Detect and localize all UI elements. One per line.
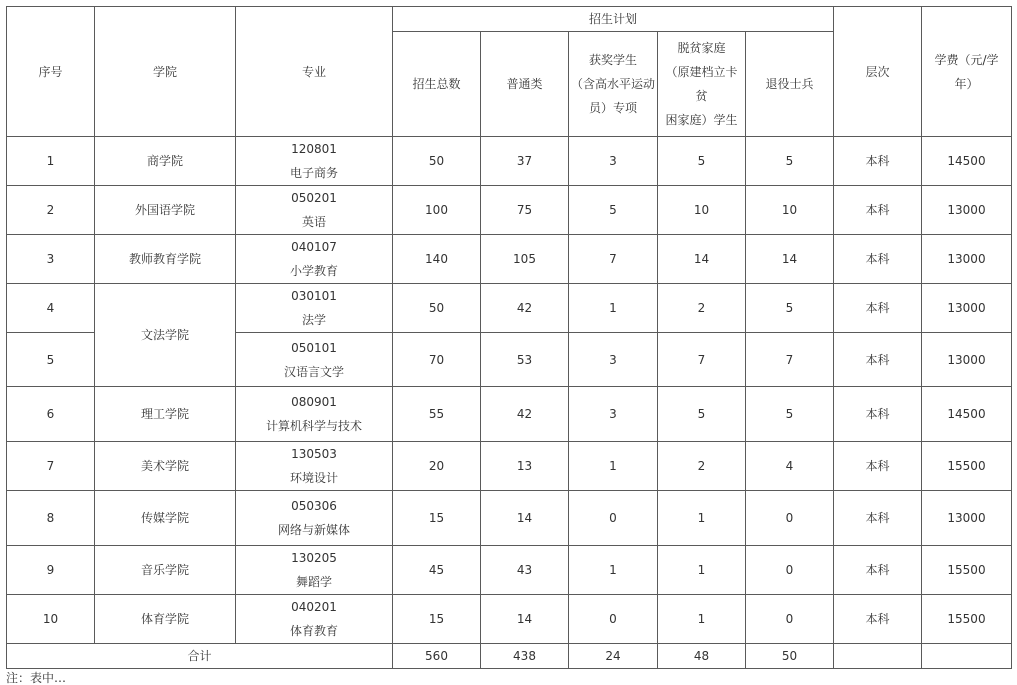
cell-total: 50	[393, 137, 481, 186]
cell-major	[236, 186, 393, 235]
cell-no: 9	[7, 546, 95, 595]
cell-general: 105	[481, 235, 569, 284]
cell-college: 商学院	[95, 137, 236, 186]
totals-total: 560	[393, 644, 481, 669]
cell-poverty: 2	[658, 284, 746, 333]
cell-fee: 14500	[922, 137, 1012, 186]
totals-level	[834, 644, 922, 669]
cell-veteran: 4	[746, 442, 834, 491]
major-code: 040201	[291, 600, 337, 614]
cell-award: 3	[569, 333, 658, 387]
cell-college: 美术学院	[95, 442, 236, 491]
cell-award: 0	[569, 491, 658, 546]
cell-total: 140	[393, 235, 481, 284]
table-row	[7, 595, 1012, 644]
cell-major	[236, 387, 393, 442]
cell-major	[236, 333, 393, 387]
cell-no: 10	[7, 595, 95, 644]
cell-fee: 15500	[922, 595, 1012, 644]
table-row	[7, 186, 1012, 235]
cell-level: 本科	[834, 595, 922, 644]
cell-veteran: 0	[746, 546, 834, 595]
cell-award: 1	[569, 442, 658, 491]
cell-no: 7	[7, 442, 95, 491]
cell-fee: 14500	[922, 387, 1012, 442]
header-poverty-line: （原建档立卡贫	[665, 65, 738, 103]
cell-poverty: 7	[658, 333, 746, 387]
cell-no: 8	[7, 491, 95, 546]
header-level: 层次	[834, 7, 922, 137]
major-name: 法学	[301, 313, 326, 327]
cell-level: 本科	[834, 137, 922, 186]
major-name: 网络与新媒体	[277, 523, 350, 537]
cell-major	[236, 442, 393, 491]
major-name: 环境设计	[289, 471, 338, 485]
totals-award: 24	[569, 644, 658, 669]
header-award	[569, 32, 658, 137]
cell-award: 7	[569, 235, 658, 284]
totals-fee	[922, 644, 1012, 669]
cell-general: 75	[481, 186, 569, 235]
cell-general: 43	[481, 546, 569, 595]
cell-total: 70	[393, 333, 481, 387]
totals-label: 合计	[7, 644, 393, 669]
major-code: 050306	[291, 499, 337, 513]
major-name: 汉语言文学	[283, 364, 344, 379]
cell-no: 1	[7, 137, 95, 186]
cell-level: 本科	[834, 235, 922, 284]
cell-major	[236, 595, 393, 644]
table-row	[7, 284, 1012, 333]
header-total: 招生总数	[393, 32, 481, 137]
table-row	[7, 235, 1012, 284]
table-row	[7, 137, 1012, 186]
cell-general: 13	[481, 442, 569, 491]
cell-fee: 13000	[922, 491, 1012, 546]
cell-no: 2	[7, 186, 95, 235]
header-plan-group: 招生计划	[393, 7, 834, 32]
cell-level: 本科	[834, 284, 922, 333]
totals-row	[7, 644, 1012, 669]
major-code: 050101	[291, 340, 337, 355]
totals-veteran: 50	[746, 644, 834, 669]
header-poverty-line: 脱贫家庭	[677, 41, 726, 55]
major-name: 体育教育	[289, 624, 338, 638]
cell-level: 本科	[834, 442, 922, 491]
cell-total: 15	[393, 595, 481, 644]
cell-major	[236, 491, 393, 546]
cell-veteran: 0	[746, 491, 834, 546]
cell-college: 音乐学院	[95, 546, 236, 595]
header-no: 序号	[7, 7, 95, 137]
cell-college: 文法学院	[95, 284, 236, 387]
cell-total: 15	[393, 491, 481, 546]
header-major: 专业	[236, 7, 393, 137]
cell-veteran: 0	[746, 595, 834, 644]
cell-no: 4	[7, 284, 95, 333]
cell-veteran: 7	[746, 333, 834, 387]
cell-total: 55	[393, 387, 481, 442]
major-code: 030101	[291, 289, 337, 303]
major-name: 电子商务	[289, 166, 338, 180]
major-code: 040107	[291, 240, 337, 254]
cell-veteran: 5	[746, 284, 834, 333]
cell-veteran: 10	[746, 186, 834, 235]
cell-major	[236, 235, 393, 284]
header-award-line: 员）专项	[588, 101, 637, 115]
cell-award: 5	[569, 186, 658, 235]
cell-poverty: 5	[658, 387, 746, 442]
header-college: 学院	[95, 7, 236, 137]
cell-award: 3	[569, 137, 658, 186]
cell-general: 14	[481, 491, 569, 546]
cell-total: 45	[393, 546, 481, 595]
cell-major	[236, 546, 393, 595]
cell-fee: 13000	[922, 235, 1012, 284]
table-row	[7, 491, 1012, 546]
cell-fee: 15500	[922, 546, 1012, 595]
cell-general: 53	[481, 333, 569, 387]
cell-poverty: 1	[658, 546, 746, 595]
major-code: 120801	[291, 142, 337, 156]
major-name: 英语	[301, 215, 326, 229]
major-code: 130205	[291, 551, 337, 565]
cell-veteran: 5	[746, 387, 834, 442]
header-award-line: 获奖学生	[588, 53, 637, 67]
cell-level: 本科	[834, 186, 922, 235]
cell-major	[236, 284, 393, 333]
cell-college: 理工学院	[95, 387, 236, 442]
cell-fee: 15500	[922, 442, 1012, 491]
cell-no: 6	[7, 387, 95, 442]
cell-college: 教师教育学院	[95, 235, 236, 284]
cell-level: 本科	[834, 491, 922, 546]
cell-fee: 13000	[922, 333, 1012, 387]
header-row-top	[7, 7, 1012, 32]
table-row	[7, 546, 1012, 595]
cell-college: 外国语学院	[95, 186, 236, 235]
cell-poverty: 1	[658, 595, 746, 644]
major-code: 050201	[291, 191, 337, 205]
cell-poverty: 14	[658, 235, 746, 284]
header-general: 普通类	[481, 32, 569, 137]
table-row	[7, 442, 1012, 491]
cell-poverty: 1	[658, 491, 746, 546]
cell-veteran: 14	[746, 235, 834, 284]
cell-poverty: 5	[658, 137, 746, 186]
cell-award: 3	[569, 387, 658, 442]
cell-general: 14	[481, 595, 569, 644]
header-fee	[922, 7, 1012, 137]
cell-fee: 13000	[922, 284, 1012, 333]
cell-poverty: 10	[658, 186, 746, 235]
table-row	[7, 387, 1012, 442]
cell-award: 0	[569, 595, 658, 644]
cell-college: 传媒学院	[95, 491, 236, 546]
cell-level: 本科	[834, 387, 922, 442]
major-name: 舞蹈学	[295, 575, 332, 589]
header-poverty	[658, 32, 746, 137]
cell-award: 1	[569, 284, 658, 333]
cell-poverty: 2	[658, 442, 746, 491]
cell-total: 20	[393, 442, 481, 491]
cell-award: 1	[569, 546, 658, 595]
footnote-cut-text: 注：表中…	[6, 671, 67, 685]
header-fee-line: 学费（元/学	[934, 52, 999, 67]
enrollment-plan-table	[6, 6, 1012, 669]
cell-no: 5	[7, 333, 95, 387]
cell-level: 本科	[834, 333, 922, 387]
cell-college: 体育学院	[95, 595, 236, 644]
cell-major	[236, 137, 393, 186]
major-code: 130503	[291, 447, 337, 461]
header-veteran: 退役士兵	[746, 32, 834, 137]
cell-general: 42	[481, 284, 569, 333]
major-name: 小学教育	[289, 264, 338, 278]
cell-general: 42	[481, 387, 569, 442]
cell-level: 本科	[834, 546, 922, 595]
cell-total: 100	[393, 186, 481, 235]
cell-total: 50	[393, 284, 481, 333]
totals-general: 438	[481, 644, 569, 669]
totals-poverty: 48	[658, 644, 746, 669]
cell-fee: 13000	[922, 186, 1012, 235]
cell-veteran: 5	[746, 137, 834, 186]
header-fee-line: 年）	[954, 76, 979, 91]
major-name: 计算机科学与技术	[265, 419, 362, 433]
cell-general: 37	[481, 137, 569, 186]
header-poverty-line: 困家庭）学生	[665, 113, 738, 127]
major-code: 080901	[291, 395, 337, 409]
header-award-line: （含高水平运动	[571, 77, 656, 91]
cell-no: 3	[7, 235, 95, 284]
